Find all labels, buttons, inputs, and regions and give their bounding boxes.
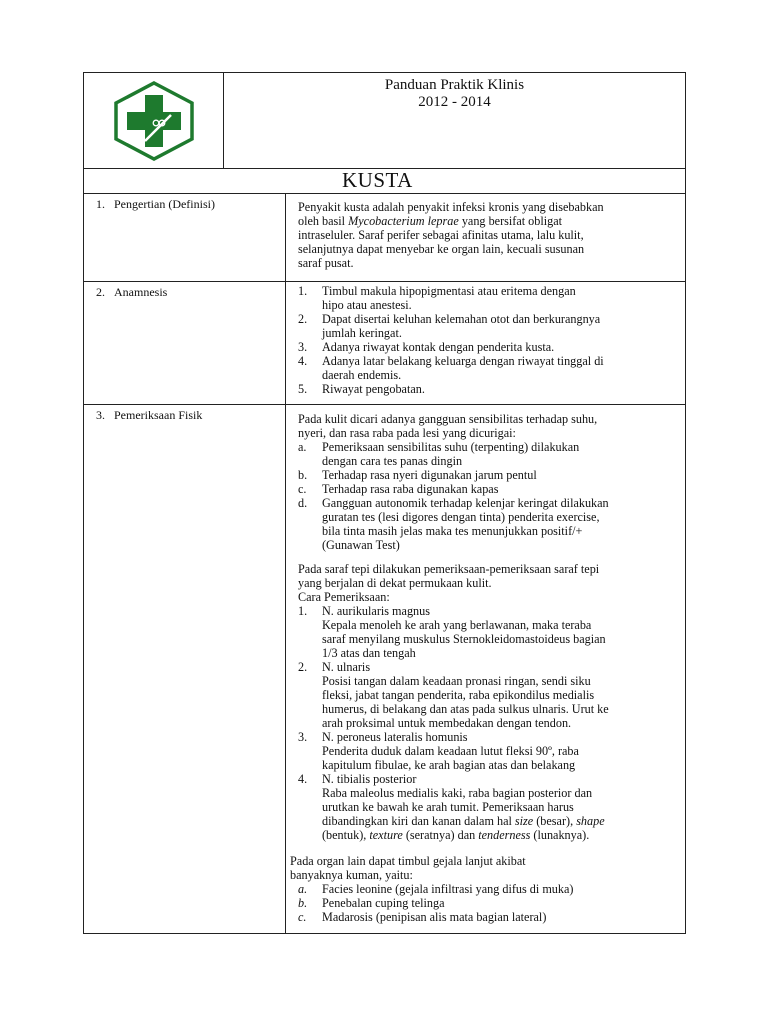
italic-term: texture: [369, 828, 403, 842]
list-text: [322, 440, 688, 468]
list-marker: c.: [298, 482, 307, 496]
list-line: arah proksimal untuk membedakan dengan tendon.: [322, 716, 572, 730]
definition-line: saraf pusat.: [298, 256, 354, 270]
paragraph-line: Pada saraf tepi dilakukan pemeriksaan-pemeriksaan saraf tepi: [298, 562, 600, 576]
paragraph-line: Pada organ lain dapat timbul gejala lanjut akibat: [290, 854, 526, 868]
list-line: Pemeriksaan sensibilitas suhu (terpenting) dilakukan: [322, 440, 580, 454]
list-marker: 1.: [298, 284, 308, 298]
list-line: jumlah keringat.: [322, 326, 402, 340]
list-text: Terhadap rasa raba digunakan kapas: [322, 482, 499, 496]
list-marker: 4.: [298, 354, 308, 368]
list-text: [322, 604, 688, 660]
text-run: (seratnya) dan: [402, 828, 479, 842]
definition-text: yang bersifat obligat: [458, 214, 563, 228]
section-pengertian: [84, 194, 685, 282]
green-cross-hexagon-icon: [113, 81, 195, 161]
list-line: Penderita duduk dalam keadaan lutut fleksi 90º, raba: [322, 744, 579, 758]
list-marker: 4.: [298, 772, 308, 786]
nerve-name: N. tibialis posterior: [322, 772, 417, 786]
clinical-guideline-document: [83, 72, 686, 934]
list-line: 1/3 atas dan tengah: [322, 646, 416, 660]
list-line: kapitulum fibulae, ke arah bagian atas dan belakang: [322, 758, 576, 772]
list-text: [322, 312, 688, 340]
list-line: daerah endemis.: [322, 368, 402, 382]
list-line: hipo atau anestesi.: [322, 298, 412, 312]
list-line: Raba maleolus medialis kaki, raba bagian posterior dan: [322, 786, 593, 800]
logo-cell: [84, 73, 224, 168]
list-line: humerus, di belakang dan atas pada sulkus ulnaris. Urut ke: [322, 702, 609, 716]
list-text: [322, 772, 688, 842]
bacterium-name: Mycobacterium leprae: [348, 214, 459, 228]
list-line: fleksi, jabat tangan penderita, raba epikondilus medialis: [322, 688, 595, 702]
list-marker: 3.: [298, 730, 308, 744]
list-text: Adanya riwayat kontak dengan penderita kusta.: [322, 340, 555, 354]
list-line: guratan tes (lesi digores dengan tinta) penderita exercise,: [322, 510, 600, 524]
section-pemeriksaan-fisik: [84, 405, 685, 933]
italic-term: tenderness: [478, 828, 531, 842]
definition-line: intraseluler. Saraf perifer sebagai afinitas utama, lalu kulit,: [298, 228, 584, 242]
list-text: Facies leonine (gejala infiltrasi yang difus di muka): [322, 882, 574, 896]
section-label: Pemeriksaan Fisik: [114, 408, 203, 422]
list-marker: 5.: [298, 382, 308, 396]
list-text: Penebalan cuping telinga: [322, 896, 445, 910]
list-line: Adanya latar belakang keluarga dengan riwayat tinggal di: [322, 354, 604, 368]
list-line: [322, 814, 605, 828]
list-marker: d.: [298, 496, 308, 510]
italic-term: size: [514, 814, 534, 828]
list-line: Kepala menoleh ke arah yang berlawanan, maka teraba: [322, 618, 592, 632]
paragraph-line: Pada kulit dicari adanya gangguan sensibilitas terhadap suhu,: [298, 412, 598, 426]
section-number: 3.: [96, 408, 105, 422]
header-line-2: 2012 - 2014: [418, 94, 491, 110]
definition-line: selanjutnya dapat menyebar ke organ lain, kecuali susunan: [298, 242, 585, 256]
nerve-name: N. peroneus lateralis homunis: [322, 730, 468, 744]
document-header: [84, 73, 685, 169]
section-label-cell: [84, 405, 286, 933]
list-line: (Gunawan Test): [322, 538, 400, 552]
list-marker: b.: [298, 468, 308, 482]
list-line: saraf menyilang muskulus Sternokleidomastoideus bagian: [322, 632, 606, 646]
text-run: (besar),: [533, 814, 577, 828]
list-text: [322, 284, 688, 312]
list-marker: b.: [298, 896, 308, 910]
list-marker: a.: [298, 882, 308, 896]
nerve-name: N. aurikularis magnus: [322, 604, 430, 618]
list-text: [322, 496, 688, 552]
section-number: 2.: [96, 285, 105, 299]
paragraph-line: nyeri, dan rasa raba pada lesi yang dicurigai:: [298, 426, 516, 440]
list-line: Dapat disertai keluhan kelemahan otot dan berkurangnya: [322, 312, 601, 326]
list-marker: 1.: [298, 604, 308, 618]
italic-term: shape: [576, 814, 605, 828]
section-anamnesis: [84, 282, 685, 405]
list-line: Timbul makula hipopigmentasi atau eritema dengan: [322, 284, 576, 298]
list-marker: c.: [298, 910, 307, 924]
list-text: [322, 730, 688, 772]
list-line: bila tinta masih jelas maka tes menunjukkan positif/+: [322, 524, 583, 538]
list-text: Madarosis (penipisan alis mata bagian lateral): [322, 910, 547, 924]
list-marker: 3.: [298, 340, 308, 354]
text-run: (lunaknya).: [530, 828, 590, 842]
list-text: Riwayat pengobatan.: [322, 382, 425, 396]
list-line: [322, 828, 589, 842]
definition-text: oleh basil: [298, 214, 349, 228]
document-title: KUSTA: [342, 168, 413, 192]
list-marker: 2.: [298, 660, 308, 674]
section-label: Pengertian (Definisi): [114, 197, 215, 211]
definition-line: [298, 214, 678, 228]
section-label-cell: [84, 282, 286, 404]
section-label: Anamnesis: [114, 285, 168, 299]
list-text: [322, 354, 688, 382]
text-run: (bentuk),: [322, 828, 370, 842]
list-line: urutkan ke bawah ke arah tumit. Pemeriksaan harus: [322, 800, 574, 814]
title-row: [84, 169, 685, 194]
definition-line: Penyakit kusta adalah penyakit infeksi kronis yang disebabkan: [298, 200, 604, 214]
paragraph-line: banyaknya kuman, yaitu:: [290, 868, 413, 882]
list-text: Terhadap rasa nyeri digunakan jarum pentul: [322, 468, 537, 482]
list-line: Gangguan autonomik terhadap kelenjar keringat dilakukan: [322, 496, 609, 510]
section-number: 1.: [96, 197, 105, 211]
list-marker: 2.: [298, 312, 308, 326]
list-text: [322, 660, 688, 730]
text-run: dibandingkan kiri dan kanan dalam hal: [322, 814, 515, 828]
header-line-1: Panduan Praktik Klinis: [384, 77, 525, 93]
paragraph-line: yang berjalan di dekat permukaan kulit.: [298, 576, 492, 590]
nerve-name: N. ulnaris: [322, 660, 371, 674]
list-line: Posisi tangan dalam keadaan pronasi ringan, sendi siku: [322, 674, 591, 688]
list-line: dengan cara tes panas dingin: [322, 454, 463, 468]
header-title: [224, 77, 685, 111]
section-label-cell: [84, 194, 286, 281]
list-marker: a.: [298, 440, 307, 454]
paragraph-line: Cara Pemeriksaan:: [298, 590, 390, 604]
